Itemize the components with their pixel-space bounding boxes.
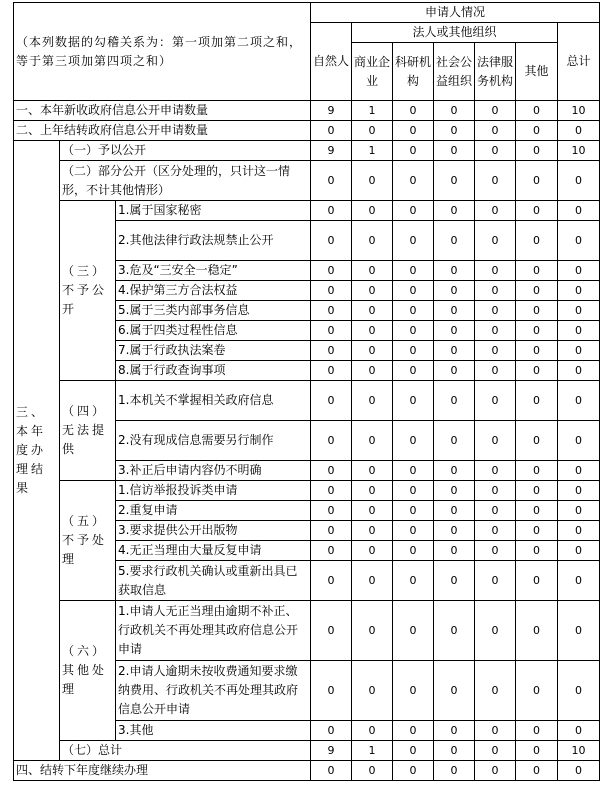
value-cell: 0 <box>352 301 393 321</box>
value-cell: 0 <box>434 141 475 161</box>
value-cell: 0 <box>434 541 475 561</box>
value-cell: 0 <box>434 301 475 321</box>
value-cell: 0 <box>352 221 393 261</box>
value-cell: 0 <box>475 141 516 161</box>
value-cell: 0 <box>516 601 558 661</box>
value-cell: 0 <box>311 521 352 541</box>
value-cell: 0 <box>475 521 516 541</box>
value-cell: 0 <box>352 321 393 341</box>
row-label-disclosed: （一）予以公开 <box>60 141 311 161</box>
value-cell: 0 <box>434 741 475 761</box>
item-label: 7.属于行政执法案卷 <box>116 341 311 361</box>
row-label-new-requests: 一、本年新收政府信息公开申请数量 <box>14 101 311 121</box>
header-other: 其他 <box>516 43 558 101</box>
row-label-partial: （二）部分公开（区分处理的，只计这一情形，不计其他情形） <box>60 161 311 201</box>
value-cell: 0 <box>475 201 516 221</box>
row-label-carry-forward: 四、结转下年度继续办理 <box>14 761 311 781</box>
value-cell: 0 <box>558 601 600 661</box>
value-cell: 0 <box>393 141 434 161</box>
value-cell: 0 <box>516 381 558 421</box>
value-cell: 0 <box>311 381 352 421</box>
value-cell: 0 <box>311 601 352 661</box>
value-cell: 0 <box>516 121 558 141</box>
value-cell: 0 <box>311 721 352 741</box>
value-cell: 0 <box>393 661 434 721</box>
value-cell: 0 <box>434 381 475 421</box>
value-cell: 0 <box>352 461 393 481</box>
value-cell: 0 <box>558 481 600 501</box>
value-cell: 0 <box>516 501 558 521</box>
item-label: 1.本机关不掌握相关政府信息 <box>116 381 311 421</box>
value-cell: 0 <box>393 541 434 561</box>
value-cell: 0 <box>516 361 558 381</box>
value-cell: 0 <box>311 341 352 361</box>
value-cell: 0 <box>558 721 600 741</box>
value-cell: 0 <box>393 601 434 661</box>
value-cell: 0 <box>393 161 434 201</box>
header-research-institution: 科研机构 <box>393 43 434 101</box>
value-cell: 0 <box>475 281 516 301</box>
header-applicant-situation: 申请人情况 <box>311 3 600 23</box>
value-cell: 0 <box>393 361 434 381</box>
value-cell: 0 <box>558 261 600 281</box>
value-cell: 0 <box>434 521 475 541</box>
value-cell: 0 <box>311 461 352 481</box>
value-cell: 0 <box>434 461 475 481</box>
value-cell: 0 <box>434 761 475 781</box>
value-cell: 9 <box>311 141 352 161</box>
item-label: 1.信访举报投诉类申请 <box>116 481 311 501</box>
value-cell: 0 <box>558 461 600 481</box>
group-label-other-processing: （六）其他处理 <box>60 601 116 741</box>
value-cell: 0 <box>475 221 516 261</box>
value-cell: 0 <box>516 561 558 601</box>
value-cell: 0 <box>558 121 600 141</box>
value-cell: 0 <box>311 261 352 281</box>
value-cell: 0 <box>311 361 352 381</box>
item-label: 2.其他法律行政法规禁止公开 <box>116 221 311 261</box>
value-cell: 10 <box>558 141 600 161</box>
value-cell: 0 <box>434 421 475 461</box>
value-cell: 0 <box>311 481 352 501</box>
value-cell: 10 <box>558 741 600 761</box>
value-cell: 0 <box>475 121 516 141</box>
value-cell: 0 <box>352 421 393 461</box>
value-cell: 0 <box>393 201 434 221</box>
value-cell: 0 <box>352 561 393 601</box>
value-cell: 0 <box>352 121 393 141</box>
item-label: 5.要求行政机关确认或重新出具已获取信息 <box>116 561 311 601</box>
value-cell: 0 <box>558 661 600 721</box>
value-cell: 0 <box>393 321 434 341</box>
header-legal-or-other-org: 法人或其他组织 <box>352 23 558 43</box>
item-label: 2.重复申请 <box>116 501 311 521</box>
value-cell: 0 <box>558 381 600 421</box>
value-cell: 0 <box>516 741 558 761</box>
value-cell: 0 <box>516 761 558 781</box>
value-cell: 0 <box>475 161 516 201</box>
value-cell: 0 <box>393 501 434 521</box>
value-cell: 0 <box>475 341 516 361</box>
value-cell: 0 <box>434 341 475 361</box>
value-cell: 0 <box>311 421 352 461</box>
value-cell: 0 <box>516 481 558 501</box>
value-cell: 0 <box>393 121 434 141</box>
value-cell: 0 <box>311 121 352 141</box>
value-cell: 0 <box>434 221 475 261</box>
value-cell: 0 <box>516 721 558 741</box>
table-row <box>14 381 600 421</box>
value-cell: 0 <box>311 221 352 261</box>
value-cell: 0 <box>352 201 393 221</box>
section-3-label: 三、本年度办理结果 <box>14 141 60 761</box>
table-row <box>14 761 600 781</box>
value-cell: 0 <box>558 561 600 601</box>
value-cell: 0 <box>475 301 516 321</box>
value-cell: 0 <box>352 281 393 301</box>
value-cell: 0 <box>558 321 600 341</box>
value-cell: 0 <box>558 521 600 541</box>
value-cell: 0 <box>393 421 434 461</box>
value-cell: 0 <box>475 741 516 761</box>
value-cell: 0 <box>475 361 516 381</box>
value-cell: 0 <box>352 721 393 741</box>
value-cell: 0 <box>434 501 475 521</box>
value-cell: 0 <box>352 501 393 521</box>
value-cell: 0 <box>311 281 352 301</box>
value-cell: 0 <box>393 341 434 361</box>
value-cell: 0 <box>311 321 352 341</box>
row-label-carried-over: 二、上年结转政府信息公开申请数量 <box>14 121 311 141</box>
value-cell: 0 <box>352 161 393 201</box>
table-row <box>14 741 600 761</box>
value-cell: 0 <box>558 281 600 301</box>
value-cell: 0 <box>558 501 600 521</box>
item-label: 2.申请人逾期未按收费通知要求缴纳费用、行政机关不再处理其政府信息公开申请 <box>116 661 311 721</box>
value-cell: 0 <box>393 741 434 761</box>
table-row <box>14 101 600 121</box>
row-label-subtotal: （七）总计 <box>60 741 311 761</box>
value-cell: 0 <box>475 601 516 661</box>
item-label: 3.要求提供公开出版物 <box>116 521 311 541</box>
value-cell: 0 <box>352 341 393 361</box>
group-label-not-processed: （五）不予处理 <box>60 481 116 601</box>
value-cell: 0 <box>475 761 516 781</box>
value-cell: 0 <box>516 521 558 541</box>
value-cell: 0 <box>393 561 434 601</box>
value-cell: 9 <box>311 741 352 761</box>
value-cell: 0 <box>434 481 475 501</box>
value-cell: 0 <box>516 261 558 281</box>
value-cell: 0 <box>475 721 516 741</box>
value-cell: 0 <box>558 301 600 321</box>
value-cell: 0 <box>516 461 558 481</box>
item-label: 1.属于国家秘密 <box>116 201 311 221</box>
value-cell: 1 <box>352 741 393 761</box>
value-cell: 0 <box>393 761 434 781</box>
value-cell: 0 <box>311 561 352 601</box>
value-cell: 0 <box>475 421 516 461</box>
value-cell: 0 <box>475 501 516 521</box>
value-cell: 0 <box>558 161 600 201</box>
value-cell: 0 <box>352 381 393 421</box>
value-cell: 0 <box>434 561 475 601</box>
header-note: （本列数据的勾稽关系为：第一项加第二项之和，等于第三项加第四项之和） <box>14 3 311 101</box>
value-cell: 0 <box>311 301 352 321</box>
value-cell: 0 <box>393 381 434 421</box>
table-row <box>14 161 600 201</box>
value-cell: 0 <box>516 301 558 321</box>
value-cell: 0 <box>516 661 558 721</box>
item-label: 3.其他 <box>116 721 311 741</box>
value-cell: 0 <box>352 261 393 281</box>
value-cell: 0 <box>558 201 600 221</box>
value-cell: 0 <box>434 661 475 721</box>
value-cell: 0 <box>516 421 558 461</box>
value-cell: 0 <box>352 521 393 541</box>
value-cell: 0 <box>475 661 516 721</box>
group-label-unable-to-provide: （四）无法提供 <box>60 381 116 481</box>
item-label: 3.补正后申请内容仍不明确 <box>116 461 311 481</box>
value-cell: 0 <box>434 361 475 381</box>
value-cell: 0 <box>516 141 558 161</box>
table-row <box>14 121 600 141</box>
value-cell: 0 <box>352 361 393 381</box>
value-cell: 1 <box>352 101 393 121</box>
value-cell: 0 <box>516 161 558 201</box>
value-cell: 0 <box>393 281 434 301</box>
value-cell: 1 <box>352 141 393 161</box>
value-cell: 0 <box>558 541 600 561</box>
value-cell: 0 <box>434 281 475 301</box>
item-label: 1.申请人无正当理由逾期不补正、行政机关不再处理其政府信息公开申请 <box>116 601 311 661</box>
value-cell: 0 <box>558 361 600 381</box>
value-cell: 0 <box>516 201 558 221</box>
item-label: 5.属于三类内部事务信息 <box>116 301 311 321</box>
value-cell: 0 <box>393 261 434 281</box>
value-cell: 0 <box>393 221 434 261</box>
value-cell: 0 <box>393 521 434 541</box>
item-label: 6.属于四类过程性信息 <box>116 321 311 341</box>
header-total: 总计 <box>558 23 600 101</box>
value-cell: 0 <box>475 541 516 561</box>
table-row <box>14 481 600 501</box>
value-cell: 0 <box>516 221 558 261</box>
value-cell: 0 <box>475 321 516 341</box>
value-cell: 0 <box>393 101 434 121</box>
value-cell: 0 <box>352 601 393 661</box>
value-cell: 0 <box>352 481 393 501</box>
value-cell: 0 <box>475 101 516 121</box>
value-cell: 0 <box>434 121 475 141</box>
value-cell: 0 <box>516 341 558 361</box>
value-cell: 0 <box>434 721 475 741</box>
value-cell: 0 <box>558 341 600 361</box>
value-cell: 0 <box>311 501 352 521</box>
value-cell: 0 <box>558 421 600 461</box>
item-label: 3.危及“三安全一稳定” <box>116 261 311 281</box>
table-row <box>14 601 600 661</box>
value-cell: 0 <box>475 381 516 421</box>
value-cell: 0 <box>311 201 352 221</box>
value-cell: 9 <box>311 101 352 121</box>
item-label: 4.无正当理由大量反复申请 <box>116 541 311 561</box>
group-label-not-disclosed: （三）不予公开 <box>60 201 116 381</box>
value-cell: 0 <box>558 761 600 781</box>
item-label: 4.保护第三方合法权益 <box>116 281 311 301</box>
value-cell: 0 <box>475 481 516 501</box>
value-cell: 0 <box>516 101 558 121</box>
value-cell: 10 <box>558 101 600 121</box>
value-cell: 0 <box>352 541 393 561</box>
value-cell: 0 <box>311 541 352 561</box>
value-cell: 0 <box>434 321 475 341</box>
value-cell: 0 <box>516 321 558 341</box>
table-row <box>14 141 600 161</box>
value-cell: 0 <box>475 461 516 481</box>
value-cell: 0 <box>352 661 393 721</box>
value-cell: 0 <box>393 721 434 741</box>
value-cell: 0 <box>311 661 352 721</box>
value-cell: 0 <box>311 761 352 781</box>
value-cell: 0 <box>393 481 434 501</box>
value-cell: 0 <box>434 161 475 201</box>
value-cell: 0 <box>434 201 475 221</box>
value-cell: 0 <box>393 301 434 321</box>
value-cell: 0 <box>558 221 600 261</box>
disclosure-stats-table <box>13 2 600 781</box>
header-legal-service-org: 法律服务机构 <box>475 43 516 101</box>
item-label: 2.没有现成信息需要另行制作 <box>116 421 311 461</box>
value-cell: 0 <box>434 101 475 121</box>
value-cell: 0 <box>475 561 516 601</box>
value-cell: 0 <box>516 281 558 301</box>
value-cell: 0 <box>393 461 434 481</box>
header-social-welfare-org: 社会公益组织 <box>434 43 475 101</box>
value-cell: 0 <box>434 601 475 661</box>
value-cell: 0 <box>516 541 558 561</box>
item-label: 8.属于行政查询事项 <box>116 361 311 381</box>
value-cell: 0 <box>311 161 352 201</box>
value-cell: 0 <box>434 261 475 281</box>
value-cell: 0 <box>475 261 516 281</box>
value-cell: 0 <box>352 761 393 781</box>
header-natural-person: 自然人 <box>311 23 352 101</box>
header-commercial-enterprise: 商业企业 <box>352 43 393 101</box>
table-row <box>14 201 600 221</box>
